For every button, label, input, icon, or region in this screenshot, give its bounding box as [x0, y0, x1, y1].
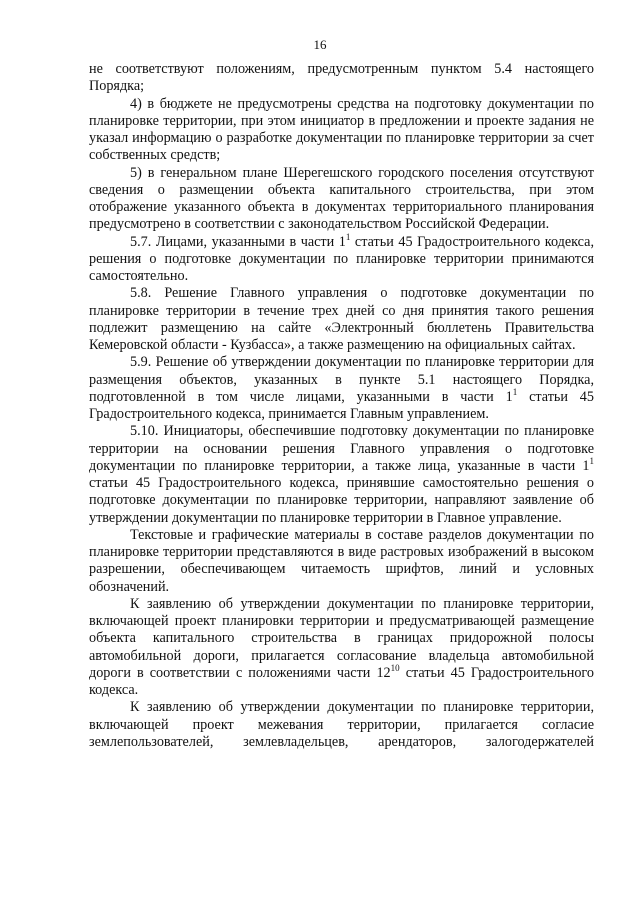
paragraph-5-10 — [89, 423, 594, 527]
superscript-5-7: 1 — [345, 231, 351, 242]
paragraph-5-7 — [89, 231, 594, 286]
paragraph-5-8: 5.8. Решение Главного управления о подготовке документации по планировке территории в течение трех дней со дня принятия такого решения подлежит размещению на сайте «Электронный бюллетень Правительства Кемеровской области - Кузбасса», а также размещению на официальных сайтах. — [89, 285, 594, 353]
text-5-9-start: 5.9. Решение об утверждении документации по планировке территории для размещения объектов, указанных в пункте 5.1 настоящего Порядка, подготовленной в том числе лицами, указанными в части 1 — [89, 354, 594, 405]
text-5-10-start: 5.10. Инициаторы, обеспечившие подготовку документации по планировке территории на основании решения Главного управления о подготовке документации по планировке территории, а также лица, указанные в части 1 — [89, 423, 594, 474]
text-5-10-end: статьи 45 Градостроительного кодекса, принявшие самостоятельно решения о подготовке документации по планировке территории, направляют заявление об утверждении документации по планировке территории в Главное управление. — [89, 475, 594, 526]
text-planning-end: статьи 45 Градостроительного кодекса. — [89, 664, 594, 698]
superscript-5-9: 1 — [512, 386, 518, 397]
page-number: 16 — [313, 37, 327, 52]
paragraph-5-9 — [89, 354, 594, 423]
text-5-7-end: статьи 45 Градостроительного кодекса, решения о подготовке документации по планировке территории принимаются самостоятельно. — [89, 233, 594, 284]
paragraph-surveying-project: К заявлению об утверждении документации по планировке территории, включающей проект межевания территории, прилагается согласие землепользователей, землевладельцев, арендаторов, залогодержателей — [89, 699, 594, 750]
text-planning-start: К заявлению об утверждении документации по планировке территории, включающей проект планировки территории и предусматривающей размещение объекта капитального строительства в границах придорожной полосы автомобильной дороги, прилагается согласование владельца автомобильной дороги в соответствии с положениями части 12 — [89, 595, 594, 681]
superscript-5-10: 1 — [589, 455, 594, 466]
text-5-9-end: статьи 45 Градостроительного кодекса, принимается Главным управлением. — [89, 388, 594, 422]
paragraph-item-4: 4) в бюджете не предусмотрены средства на подготовку документации по планировке территории, при этом инициатор в предложении и проекте задания не указал информацию о разработке документации по планировке территории за счет собственных средств; — [89, 95, 594, 164]
document-body — [89, 61, 594, 751]
paragraph-planning-project — [89, 596, 594, 700]
superscript-12-10: 10 — [390, 662, 400, 673]
paragraph-item-5: 5) в генеральном плане Шерегешского городского поселения отсутствуют сведения о размещении объекта капитального строительства, при этом отображение указанного объекта в документах территориального планирования предусмотрено в соответствии с законодательством Российской Федерации. — [89, 164, 594, 233]
paragraph-materials: Текстовые и графические материалы в составе разделов документации по планировке территории представляются в виде растровых изображений в высоком разрешении, обеспечивающем читаемость шрифтов, линий и условных обозначений. — [89, 526, 594, 595]
paragraph-continuation: не соответствуют положениям, предусмотренным пунктом 5.4 настоящего Порядка; — [89, 61, 594, 95]
text-5-7-start: 5.7. Лицами, указанными в части 1 — [130, 233, 346, 250]
